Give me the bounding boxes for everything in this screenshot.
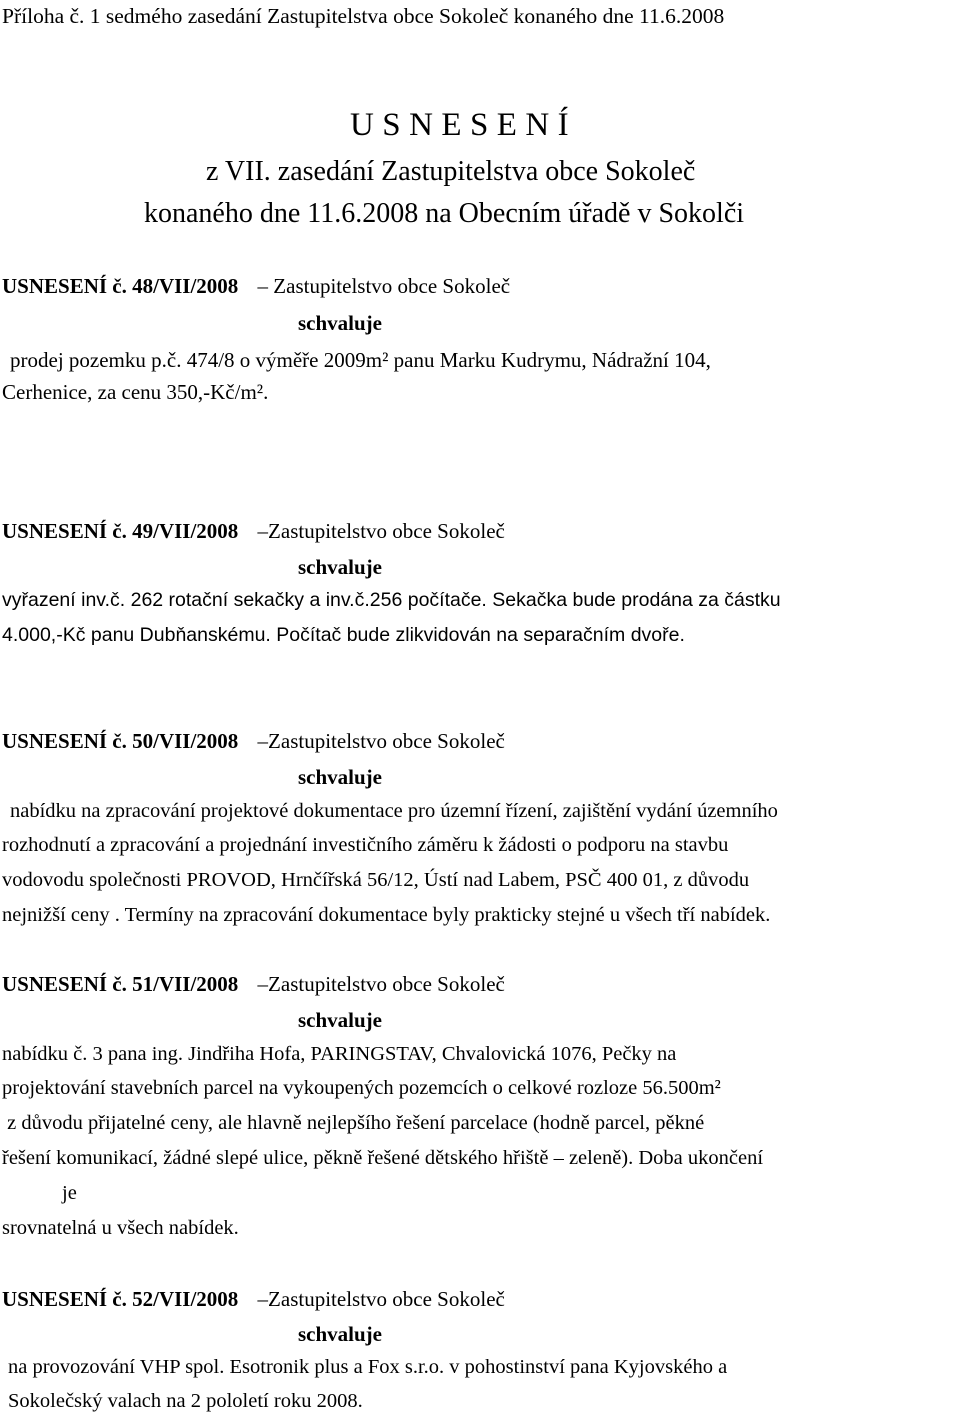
resolution-48-text-1: prodej pozemku p.č. 474/8 o výměře 2009m² panu Marku Kudrymu, Nádražní 104, — [10, 348, 711, 372]
document-subtitle-line1: z VII. zasedání Zastupitelstva obce Sokoleč — [206, 156, 696, 187]
document-title: U S N E S E N Í — [350, 107, 569, 143]
resolution-52-text-2: Sokolečský valach na 2 pololetí roku 2008. — [8, 1390, 363, 1412]
resolution-49-heading — [2, 519, 505, 543]
resolution-organ: –Zastupitelstvo obce Sokoleč — [257, 972, 505, 996]
resolution-number: USNESENÍ č. 50/VII/2008 — [2, 729, 239, 753]
resolution-number: USNESENÍ č. 49/VII/2008 — [2, 519, 239, 543]
resolution-51-text-2: projektování stavebních parcel na vykoupených pozemcích o celkové rozloze 56.500m² — [2, 1077, 721, 1099]
resolution-number: USNESENÍ č. 52/VII/2008 — [2, 1287, 239, 1311]
resolution-49-text-1: vyřazení inv.č. 262 rotační sekačky a inv.č.256 počítače. Sekačka bude prodána za částku — [2, 589, 781, 611]
resolution-48-text-2: Cerhenice, za cenu 350,-Kč/m². — [2, 380, 269, 404]
resolution-52-text-1: na provozování VHP spol. Esotronik plus a Fox s.r.o. v pohostinství pana Kyjovského a — [8, 1356, 728, 1378]
resolution-52-verb: schvaluje — [298, 1322, 382, 1346]
resolution-51-text-3: z důvodu přijatelné ceny, ale hlavně nejlepšího řešení parcelace (hodně parcel, pěkné — [2, 1112, 705, 1134]
resolution-organ: –Zastupitelstvo obce Sokoleč — [257, 729, 505, 753]
resolution-organ: –Zastupitelstvo obce Sokoleč — [257, 519, 505, 543]
resolution-organ: – Zastupitelstvo obce Sokoleč — [257, 274, 511, 298]
resolution-51-text-1: nabídku č. 3 pana ing. Jindřiha Hofa, PARINGSTAV, Chvalovická 1076, Pečky na — [2, 1043, 677, 1065]
attachment-header: Příloha č. 1 sedmého zasedání Zastupitelstva obce Sokoleč konaného dne 11.6.2008 — [2, 4, 725, 28]
resolution-organ: –Zastupitelstvo obce Sokoleč — [257, 1287, 505, 1311]
resolution-50-verb: schvaluje — [298, 765, 382, 789]
resolution-51-text-6: srovnatelná u všech nabídek. — [2, 1217, 239, 1239]
resolution-50-text-2: rozhodnutí a zpracování a projednání investičního záměru k žádosti o podporu na stavbu — [2, 834, 729, 856]
resolution-51-verb: schvaluje — [298, 1008, 382, 1032]
resolution-51-heading — [2, 972, 505, 996]
resolution-50-text-1: nabídku na zpracování projektové dokumentace pro územní řízení, zajištění vydání územního — [10, 800, 778, 822]
resolution-52-heading — [2, 1287, 505, 1311]
resolution-number: USNESENÍ č. 48/VII/2008 — [2, 274, 239, 298]
resolution-48-verb: schvaluje — [298, 311, 382, 335]
resolution-48-heading — [2, 274, 510, 298]
resolution-50-text-3: vodovodu společnosti PROVOD, Hrnčířská 56/12, Ústí nad Labem, PSČ 400 01, z důvodu — [2, 869, 750, 891]
resolution-51-text-4: řešení komunikací, žádné slepé ulice, pěkně řešené dětského hřiště – zeleně). Doba ukončení — [2, 1147, 764, 1169]
resolution-49-text-2: 4.000,-Kč panu Dubňanskému. Počítač bude zlikvidován na separačním dvoře. — [2, 624, 685, 646]
resolution-number: USNESENÍ č. 51/VII/2008 — [2, 972, 239, 996]
resolution-51-text-5: je — [62, 1182, 77, 1204]
resolution-49-verb: schvaluje — [298, 555, 382, 579]
resolution-50-heading — [2, 729, 505, 753]
resolution-50-text-4: nejnižší ceny . Termíny na zpracování dokumentace byly prakticky stejné u všech tří nabídek. — [2, 904, 771, 926]
document-subtitle-line2: konaného dne 11.6.2008 na Obecním úřadě v Sokolči — [144, 198, 745, 229]
